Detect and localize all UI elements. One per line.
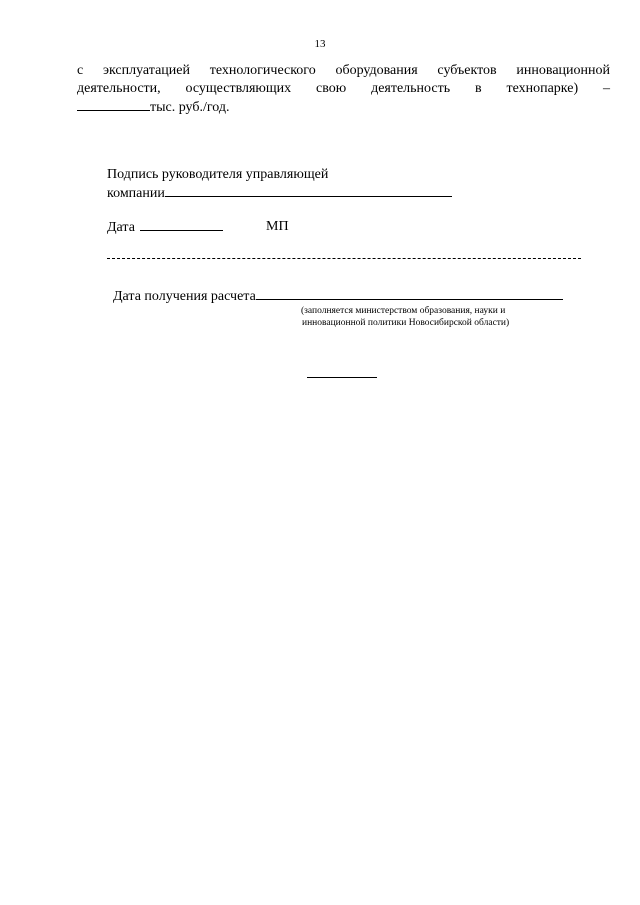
signature-label-company: компании [107, 186, 165, 201]
receipt-blank[interactable] [256, 287, 563, 300]
paragraph-continuation [77, 62, 610, 117]
signature-label-line-2 [107, 184, 452, 203]
end-of-document-line [307, 377, 377, 378]
stamp-label: МП [266, 219, 289, 234]
paragraph-line-2: деятельности, осуществляющих свою деятельность в технопарке) – [77, 81, 610, 96]
signature-label-line-1: Подпись руководителя управляющей [107, 167, 329, 182]
receipt-note-line-1: (заполняется министерством образования, науки и [301, 306, 506, 316]
date-row [107, 218, 223, 237]
paragraph-line-3 [77, 98, 610, 117]
receipt-row [113, 287, 563, 306]
amount-unit: тыс. руб./год. [150, 100, 230, 115]
date-label: Дата [107, 220, 135, 235]
date-blank[interactable] [140, 218, 223, 231]
receipt-label: Дата получения расчета [113, 289, 256, 304]
signature-blank[interactable] [165, 184, 452, 197]
receipt-note-line-2: инновационной политики Новосибирской области) [302, 318, 510, 328]
amount-blank[interactable] [77, 98, 150, 111]
page-number: 13 [314, 38, 326, 50]
paragraph-line-1: с эксплуатацией технологического оборудования субъектов инновационной [77, 63, 610, 78]
dashed-separator [107, 258, 581, 259]
